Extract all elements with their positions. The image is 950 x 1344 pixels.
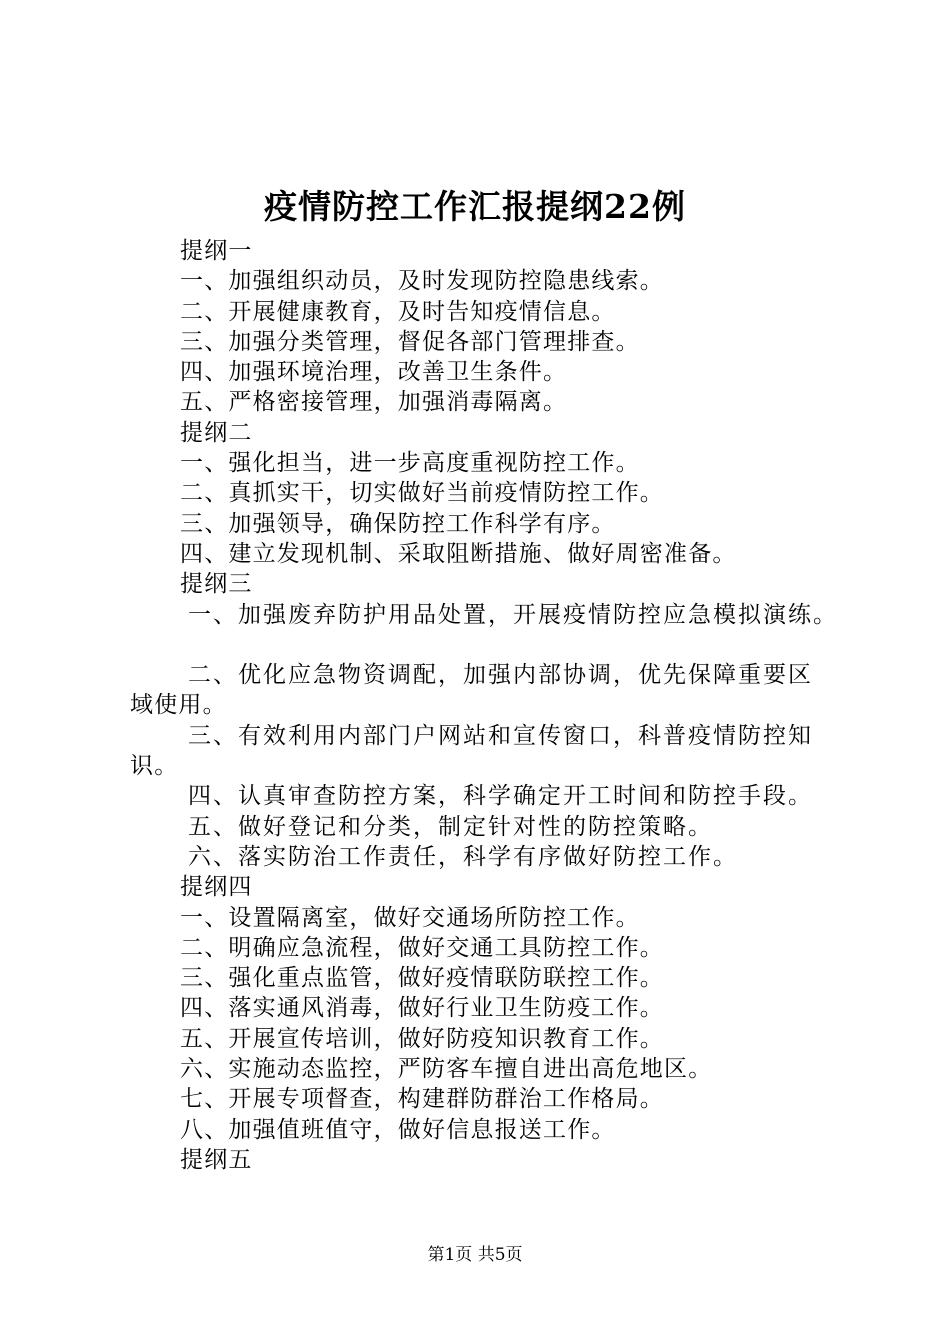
section-heading: 提纲三 <box>180 571 253 598</box>
outline-item: 八、加强值班值守，做好信息报送工作。 <box>180 1116 616 1143</box>
outline-item: 六、落实防治工作责任，科学有序做好防控工作。 <box>188 843 738 870</box>
outline-item: 三、加强领导，确保防控工作科学有序。 <box>180 510 616 537</box>
paragraph-continuation: 识。 <box>130 753 179 780</box>
section-heading: 提纲五 <box>180 1146 253 1173</box>
outline-item: 六、实施动态监控，严防客车擅自进出高危地区。 <box>180 1056 713 1083</box>
section-heading: 提纲二 <box>180 419 253 446</box>
outline-item: 四、加强环境治理，改善卫生条件。 <box>180 359 568 386</box>
outline-item: 一、设置隔离室，做好交通场所防控工作。 <box>180 904 640 931</box>
outline-item: 二、明确应急流程，做好交通工具防控工作。 <box>180 934 664 961</box>
outline-item: 四、认真审查防控方案，科学确定开工时间和防控手段。 <box>188 783 813 810</box>
outline-item: 五、做好登记和分类，制定针对性的防控策略。 <box>188 813 713 840</box>
document-title: 疫情防控工作汇报提纲22例 <box>264 187 686 226</box>
paragraph-continuation: 域使用。 <box>130 692 227 719</box>
outline-item: 二、开展健康教育，及时告知疫情信息。 <box>180 298 616 325</box>
outline-item: 二、优化应急物资调配，加强内部协调，优先保障重要区 <box>188 662 813 689</box>
document-body <box>130 236 850 1175</box>
outline-item: 二、真抓实干，切实做好当前疫情防控工作。 <box>180 480 664 507</box>
outline-item: 三、有效利用内部门户网站和宣传窗口，科普疫情防控知 <box>188 722 813 749</box>
outline-item: 四、落实通风消毒，做好行业卫生防疫工作。 <box>180 995 664 1022</box>
outline-item: 一、加强组织动员，及时发现防控隐患线索。 <box>180 268 664 295</box>
outline-item: 三、强化重点监管，做好疫情联防联控工作。 <box>180 965 664 992</box>
section-heading: 提纲一 <box>180 238 253 264</box>
outline-item: 七、开展专项督查，构建群防群治工作格局。 <box>180 1086 664 1113</box>
outline-item: 一、加强废弃防护用品处置，开展疫情防控应急模拟演练。 <box>188 601 838 628</box>
blank-line <box>130 630 850 660</box>
outline-item: 五、开展宣传培训，做好防疫知识教育工作。 <box>180 1025 664 1052</box>
outline-item: 四、建立发现机制、采取阻断措施、做好周密准备。 <box>180 540 737 567</box>
outline-item: 三、加强分类管理，督促各部门管理排查。 <box>180 328 640 355</box>
outline-item: 五、严格密接管理，加强消毒隔离。 <box>180 389 568 416</box>
page-footer: 第1页 共5页 <box>427 1245 523 1265</box>
outline-item: 一、强化担当，进一步高度重视防控工作。 <box>180 450 640 477</box>
section-heading: 提纲四 <box>180 874 253 901</box>
